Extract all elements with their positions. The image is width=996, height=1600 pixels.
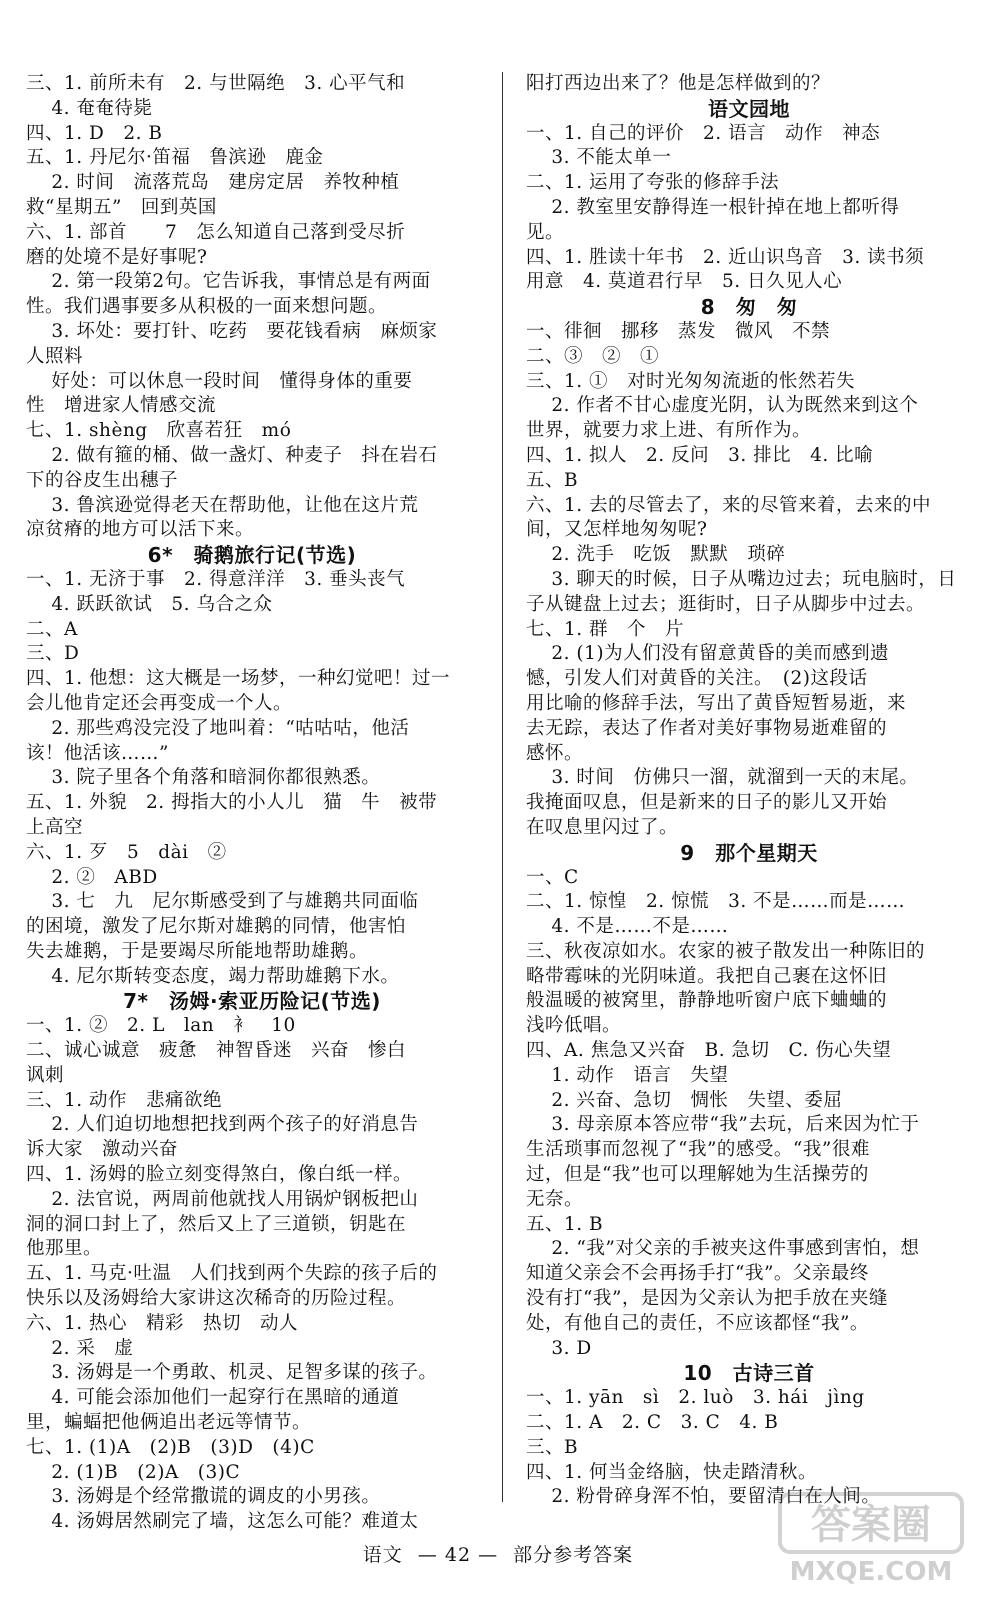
answer-line: 3. 汤姆是一个勇敢、机灵、足智多谋的孩子。 (26, 1362, 438, 1384)
answer-line: 3. 坏处：要打针、吃药 要花钱看病 麻烦家 (26, 320, 438, 342)
answer-line: 一、徘徊 挪移 蒸发 微风 不禁 (526, 320, 831, 342)
answer-line: 处，有他自己的责任，不应该都怪“我”。 (526, 1312, 869, 1334)
footer-subject: 语文 (362, 1544, 403, 1566)
answer-line: 一、1. 自己的评价 2. 语言 动作 神态 (526, 122, 881, 144)
footer-page-number: — 42 — (417, 1544, 499, 1566)
answer-line: 下的谷皮生出穗子 (26, 469, 179, 491)
answer-line: 二、1. 惊惶 2. 惊慌 3. 不是……而是…… (526, 891, 906, 913)
answer-line: 四、1. 何当金络脑，快走踏清秋。 (526, 1461, 818, 1483)
answer-line: 六、1. 歹 5 dài ② (26, 841, 227, 863)
answer-line: 去无踪，表达了作者对美好事物易逝难留的 (526, 717, 888, 739)
answer-line: 感怀。 (526, 742, 584, 764)
answer-line: 生活琐事而忽视了“我”的感受。“我”很难 (526, 1139, 870, 1161)
answer-line: 4. 尼尔斯转变态度，竭力帮助雄鹅下水。 (26, 965, 400, 987)
answer-line: 2. ② ABD (26, 866, 158, 888)
answer-line: 2. 人们迫切地想把找到两个孩子的好消息告 (26, 1114, 419, 1136)
answer-line: 失去雄鹅，于是要竭尽所能地帮助雄鹅。 (26, 940, 369, 962)
answer-line: 五、1. 外貌 2. 拇指大的小人儿 猫 牛 被带 (26, 792, 438, 814)
answer-line: 三、1. 动作 悲痛欲绝 (26, 1089, 223, 1111)
answer-line: 磨的处境不是好事呢? (26, 246, 208, 268)
footer-section: 部分参考答案 (513, 1544, 634, 1566)
answer-line: 六、1. 热心 精彩 热切 动人 (26, 1312, 299, 1334)
answer-line: 子从键盘上过去；逛街时，日子从脚步中过去。 (526, 593, 926, 615)
answer-line: 三、1. ① 对时光匆匆流逝的怅然若失 (526, 370, 856, 392)
section-heading: 8 匆 匆 (700, 295, 798, 320)
column-divider (502, 72, 503, 1502)
answer-line: 用比喻的修辞手法，写出了黄昏短暂易逝，来 (526, 692, 907, 714)
answer-line: 间，又怎样地匆匆呢? (526, 519, 708, 541)
answer-line: 2. 法官说，两周前他就找人用锅炉钢板把山 (26, 1188, 419, 1210)
answer-line: 4. 可能会添加他们一起穿行在黑暗的通道 (26, 1387, 400, 1409)
answer-line: 憾，引发人们对黄昏的关注。 (2)这段话 (526, 668, 868, 690)
section-heading: 6* 骑鹅旅行记(节选) (147, 543, 357, 568)
section-heading: 9 那个星期天 (680, 840, 818, 865)
answer-line: 3. 汤姆是个经常撒谎的调皮的小男孩。 (26, 1486, 381, 1508)
answer-line: 里，蝙蝠把他俩追出老远等情节。 (26, 1412, 312, 1434)
answer-line: 洞的洞口封上了，然后又上了三道锁，钥匙在 (26, 1213, 407, 1235)
answer-line: 4. 汤姆居然刷完了墙，这怎么可能？难道太 (26, 1511, 419, 1533)
answer-line: 2. (1)B (2)A (3)C (26, 1461, 241, 1483)
answer-line: 二、③ ② ① (526, 345, 660, 367)
answer-line: 2. 教室里安静得连一根针掉在地上都听得 (526, 196, 900, 218)
answer-line: 救“星期五” 回到英国 (26, 196, 217, 218)
answer-line: 一、C (526, 866, 579, 888)
answer-line: 知道父亲会不会再扬手打“我”。父亲最终 (526, 1263, 869, 1285)
answer-line: 二、1. A 2. C 3. C 4. B (526, 1412, 779, 1434)
answer-line: 四、1. 拟人 2. 反问 3. 排比 4. 比喻 (526, 444, 874, 466)
answer-line: 2. 洗手 吃饭 默默 琐碎 (526, 544, 786, 566)
answer-line: 五、1. 丹尼尔·笛福 鲁滨逊 鹿金 (26, 147, 324, 169)
answer-line: 2. 时间 流落荒岛 建房定居 养牧种植 (26, 172, 400, 194)
answer-line: 3. 院子里各个角落和暗洞你都很熟悉。 (26, 767, 381, 789)
answer-line: 在叹息里闪过了。 (526, 816, 679, 838)
answer-line: 般温暖的被窝里，静静地听窗户底下蛐蛐的 (526, 990, 888, 1012)
answer-line: 3. 母亲原本答应带“我”去玩，后来因为忙于 (526, 1114, 920, 1136)
answer-line: 性。我们遇事要多从积极的一面来想问题。 (26, 296, 388, 318)
answer-line: 六、1. 部首 7 怎么知道自己落到受尽折 (26, 221, 406, 243)
answer-line: 3. 不能太单一 (526, 147, 672, 169)
answer-line: 讽刺 (26, 1064, 65, 1086)
answer-line: 2. 粉骨碎身浑不怕，要留清白在人间。 (526, 1486, 881, 1508)
watermark-url: MXQE.COM (789, 1557, 953, 1586)
section-heading: 语文园地 (708, 96, 790, 121)
answer-line: 阳打西边出来了？他是怎样做到的？ (526, 73, 831, 94)
answer-line: 2. “我”对父亲的手被夹这件事感到害怕，想 (526, 1238, 920, 1260)
answer-line: 无奈。 (526, 1188, 584, 1210)
answer-line: 2. 第一段第2句。它告诉我，事情总是有两面 (26, 271, 431, 293)
answer-line: 七、1. (1)A (2)B (3)D (4)C (26, 1436, 315, 1458)
answer-line: 二、1. 运用了夸张的修辞手法 (526, 172, 780, 194)
answer-line: 一、1. ② 2. L lan 衤 10 (26, 1015, 296, 1037)
answer-line: 五、B (526, 469, 579, 491)
answer-line: 上高空 (26, 816, 84, 838)
answer-line: 二、A (26, 618, 78, 640)
answer-line: 3. 鲁滨逊觉得老天在帮助他，让他在这片荒 (26, 494, 419, 516)
answer-line: 4. 跃跃欲试 5. 乌合之众 (26, 593, 273, 615)
answer-line: 七、1. 群 个 片 (526, 618, 685, 640)
answer-line: 浅吟低唱。 (526, 1015, 622, 1037)
answer-line: 七、1. shèng 欣喜若狂 mó (26, 420, 292, 442)
answer-line: 2. (1)为人们没有留意黄昏的美而感到遗 (526, 643, 890, 665)
answer-line: 没有打“我”，是因为父亲认为把手放在夹缝 (526, 1288, 888, 1310)
answer-line: 用意 4. 莫道君行早 5. 日久见人心 (526, 271, 843, 293)
answer-line: 三、1. 前所未有 2. 与世隔绝 3. 心平气和 (26, 73, 406, 94)
answer-line: 三、D (26, 643, 80, 665)
answer-line: 性 增进家人情感交流 (26, 395, 217, 417)
watermark-logo (776, 1490, 966, 1586)
answer-line: 快乐以及汤姆给大家讲这次稀奇的历险过程。 (26, 1288, 407, 1310)
answer-line: 一、1. 无济于事 2. 得意洋洋 3. 垂头丧气 (26, 568, 406, 590)
answer-line: 四、1. 他想：这大概是一场梦，一种幻觉吧！过一 (26, 668, 451, 690)
answer-line: 凉贫瘠的地方可以活下来。 (26, 519, 255, 541)
section-heading: 10 古诗三首 (683, 1361, 815, 1386)
answer-line: 4. 不是……不是…… (526, 916, 729, 938)
answer-line: 3. 时间 仿佛只一溜，就溜到一天的末尾。 (526, 767, 919, 789)
answer-line: 2. 做有箍的桶、做一盏灯、种麦子 抖在岩石 (26, 444, 438, 466)
answer-line: 3. 七 九 尼尔斯感受到了与雄鹅共同面临 (26, 891, 419, 913)
answer-line: 三、秋夜凉如水。农家的被子散发出一种陈旧的 (526, 940, 926, 962)
answer-line: 我掩面叹息，但是新来的日子的影儿又开始 (526, 792, 888, 814)
answer-line: 1. 动作 语言 失望 (526, 1064, 729, 1086)
answer-line: 世界，就要力求上进、有所作为。 (526, 420, 812, 442)
answer-line: 他那里。 (26, 1238, 103, 1260)
answer-line: 诉大家 激动兴奋 (26, 1139, 179, 1161)
answer-line: 的困境，激发了尼尔斯对雄鹅的同情，他害怕 (26, 916, 407, 938)
answer-line: 过，但是“我”也可以理解她为生活操劳的 (526, 1164, 869, 1186)
answer-line: 会儿他肯定还会再变成一个人。 (26, 692, 293, 714)
answer-line: 2. 那些鸡没完没了地叫着：“咕咕咕，他活 (26, 717, 410, 739)
left-column (26, 72, 478, 1535)
answer-line: 该！他活该……” (26, 742, 169, 764)
answer-line: 见。 (526, 221, 565, 243)
answer-line: 二、诚心诚意 疲惫 神智昏迷 兴奋 惨白 (26, 1040, 407, 1062)
answer-line: 3. D (526, 1337, 592, 1359)
answer-line: 四、1. 汤姆的脸立刻变得煞白，像白纸一样。 (26, 1164, 413, 1186)
answer-line: 3. 聊天的时候，日子从嘴边过去；玩电脑时，日 (526, 568, 957, 590)
answer-line: 三、B (526, 1436, 579, 1458)
answer-line: 略带霉味的光阴味道。我把自己裹在这怀旧 (526, 965, 888, 987)
answer-line: 好处：可以休息一段时间 懂得身体的重要 (26, 370, 413, 392)
answer-line: 四、1. 胜读十年书 2. 近山识鸟音 3. 读书须 (526, 246, 925, 268)
answer-line: 2. 兴奋、急切 惆怅 失望、委屈 (526, 1089, 843, 1111)
answer-line: 人照料 (26, 345, 84, 367)
answer-line: 2. 作者不甘心虚度光阴，认为既然来到这个 (526, 395, 919, 417)
answer-line: 五、1. B (526, 1213, 604, 1235)
answer-line: 六、1. 去的尽管去了，来的尽管来着，去来的中 (526, 494, 932, 516)
answer-line: 四、1. D 2. B (26, 122, 163, 144)
watermark-title: 答案圈 (811, 1502, 931, 1548)
answer-line: 四、A. 焦急又兴奋 B. 急切 C. 伤心失望 (526, 1040, 892, 1062)
right-column (526, 72, 972, 1510)
answer-line: 4. 奄奄待毙 (26, 97, 153, 119)
answer-line: 2. 采 虚 (26, 1337, 134, 1359)
section-heading: 7* 汤姆·索亚历险记(节选) (123, 989, 381, 1014)
answer-line: 一、1. yān sì 2. luò 3. hái jìng (526, 1387, 865, 1409)
answer-line: 五、1. 马克·吐温 人们找到两个失踪的孩子后的 (26, 1263, 438, 1285)
